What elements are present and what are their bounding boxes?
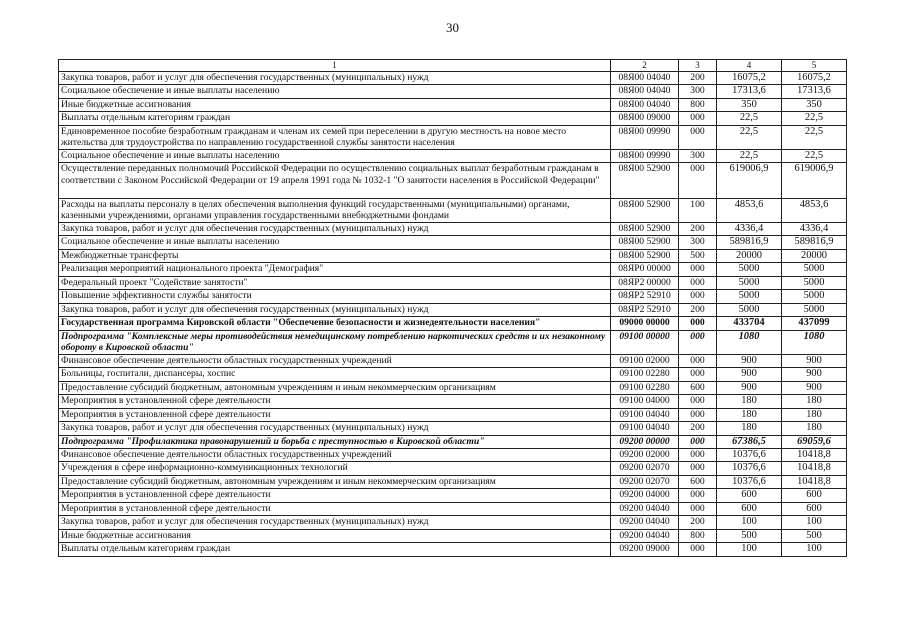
table-row [59, 249, 847, 262]
table-row [59, 98, 847, 111]
table-row [59, 276, 847, 289]
table-row [59, 330, 847, 354]
row-target-code: 09200 09000 [611, 543, 679, 556]
row-name: Межбюджетные трансферты [59, 249, 611, 262]
row-name: Закупка товаров, работ и услуг для обеспечения государственных (муниципальных) нужд [59, 303, 611, 316]
row-value-year-1: 589816,9 [717, 236, 782, 249]
row-value-year-2: 180 [782, 422, 847, 435]
row-target-code: 08Я00 09000 [611, 112, 679, 125]
row-expense-type: 300 [679, 85, 717, 98]
row-name: Закупка товаров, работ и услуг для обеспечения государственных (муниципальных) нужд [59, 422, 611, 435]
header-cell-4: 4 [717, 60, 782, 72]
row-name: Больницы, госпитали, диспансеры, хоспис [59, 368, 611, 381]
row-value-year-2: 5000 [782, 290, 847, 303]
row-target-code: 08Я00 04040 [611, 71, 679, 84]
row-value-year-1: 100 [717, 543, 782, 556]
row-expense-type: 000 [679, 125, 717, 149]
table-row [59, 149, 847, 162]
row-value-year-1: 1080 [717, 330, 782, 354]
row-expense-type: 800 [679, 98, 717, 111]
table-row [59, 303, 847, 316]
row-expense-type: 000 [679, 502, 717, 515]
row-value-year-2: 900 [782, 354, 847, 367]
row-expense-type: 600 [679, 381, 717, 394]
row-value-year-1: 600 [717, 489, 782, 502]
row-name: Подпрограмма "Профилактика правонарушений и борьба с преступностью в Кировской области" [59, 435, 611, 448]
row-value-year-2: 22,5 [782, 149, 847, 162]
row-value-year-1: 67386,5 [717, 435, 782, 448]
row-value-year-2: 10418,8 [782, 448, 847, 461]
row-target-code: 09200 04040 [611, 516, 679, 529]
row-target-code: 08ЯР0 00000 [611, 263, 679, 276]
row-expense-type: 800 [679, 529, 717, 542]
row-value-year-1: 22,5 [717, 149, 782, 162]
table-row [59, 71, 847, 84]
table-row [59, 529, 847, 542]
row-expense-type: 200 [679, 516, 717, 529]
row-name: Закупка товаров, работ и услуг для обеспечения государственных (муниципальных) нужд [59, 516, 611, 529]
row-target-code: 08Я00 09990 [611, 149, 679, 162]
row-expense-type: 000 [679, 395, 717, 408]
row-value-year-2: 5000 [782, 276, 847, 289]
row-name: Предоставление субсидий бюджетным, автономным учреждениям и иным некоммерческим организациям [59, 381, 611, 394]
row-target-code: 08Я00 09990 [611, 125, 679, 149]
table-row [59, 112, 847, 125]
row-value-year-1: 100 [717, 516, 782, 529]
row-value-year-1: 22,5 [717, 125, 782, 149]
header-cell-5: 5 [782, 60, 847, 72]
row-value-year-2: 22,5 [782, 112, 847, 125]
row-name: Закупка товаров, работ и услуг для обеспечения государственных (муниципальных) нужд [59, 71, 611, 84]
row-expense-type: 500 [679, 249, 717, 262]
row-value-year-2: 16075,2 [782, 71, 847, 84]
row-expense-type: 000 [679, 448, 717, 461]
row-name: Расходы на выплаты персоналу в целях обеспечения выполнения функций государственными (муниципальными) органами, казенными учреждениями, органами управления государственными внебюджетными фондами [59, 198, 611, 222]
row-expense-type: 000 [679, 354, 717, 367]
row-target-code: 09200 04040 [611, 502, 679, 515]
row-target-code: 08Я00 52900 [611, 249, 679, 262]
row-value-year-2: 100 [782, 543, 847, 556]
table-row [59, 368, 847, 381]
table-body [59, 60, 847, 557]
row-name: Реализация мероприятий национального проекта "Демография" [59, 263, 611, 276]
row-target-code: 09100 00000 [611, 330, 679, 354]
row-expense-type: 200 [679, 303, 717, 316]
row-value-year-1: 17313,6 [717, 85, 782, 98]
row-name: Осуществление переданных полномочий Российской Федерации по осуществлению социальных выплат безработным гражданам в соответствии с Законом Российской Федерации от 19 апреля 1991 года № 1032-1 "О занятости населения в Российской Федерации" [59, 163, 611, 199]
row-value-year-1: 350 [717, 98, 782, 111]
row-value-year-1: 5000 [717, 290, 782, 303]
row-value-year-2: 600 [782, 502, 847, 515]
row-value-year-2: 900 [782, 368, 847, 381]
row-name: Мероприятия в установленной сфере деятельности [59, 489, 611, 502]
table-row [59, 198, 847, 222]
row-target-code: 08ЯР2 52910 [611, 303, 679, 316]
row-expense-type: 000 [679, 263, 717, 276]
row-value-year-1: 5000 [717, 263, 782, 276]
row-value-year-1: 900 [717, 368, 782, 381]
row-value-year-1: 5000 [717, 303, 782, 316]
row-expense-type: 300 [679, 236, 717, 249]
table-row [59, 543, 847, 556]
table-row [59, 435, 847, 448]
row-name: Подпрограмма "Комплексные меры противодействия немедицинскому потреблению наркотических средств и их незаконному обороту в Кировской области" [59, 330, 611, 354]
row-value-year-2: 619006,9 [782, 163, 847, 199]
row-target-code: 08Я00 52900 [611, 236, 679, 249]
row-value-year-1: 10376,6 [717, 475, 782, 488]
row-expense-type: 000 [679, 543, 717, 556]
header-row [59, 60, 847, 72]
row-expense-type: 300 [679, 149, 717, 162]
header-cell-1: 1 [59, 60, 611, 72]
row-target-code: 09100 02280 [611, 368, 679, 381]
table-row [59, 502, 847, 515]
row-value-year-2: 17313,6 [782, 85, 847, 98]
row-value-year-2: 4853,6 [782, 198, 847, 222]
row-value-year-2: 20000 [782, 249, 847, 262]
row-value-year-1: 180 [717, 422, 782, 435]
row-name: Финансовое обеспечение деятельности областных государственных учреждений [59, 354, 611, 367]
row-target-code: 09100 04040 [611, 422, 679, 435]
row-name: Учреждения в сфере информационно-коммуникационных технологий [59, 462, 611, 475]
row-target-code: 09100 02280 [611, 381, 679, 394]
budget-table [58, 59, 847, 557]
row-expense-type: 000 [679, 290, 717, 303]
row-expense-type: 000 [679, 489, 717, 502]
row-target-code: 08Я00 04040 [611, 85, 679, 98]
row-target-code: 09200 02070 [611, 475, 679, 488]
row-value-year-1: 5000 [717, 276, 782, 289]
row-name: Закупка товаров, работ и услуг для обеспечения государственных (муниципальных) нужд [59, 222, 611, 235]
row-value-year-2: 500 [782, 529, 847, 542]
row-value-year-1: 900 [717, 381, 782, 394]
row-target-code: 09100 04040 [611, 408, 679, 421]
row-name: Иные бюджетные ассигнования [59, 529, 611, 542]
row-value-year-1: 4853,6 [717, 198, 782, 222]
row-expense-type: 200 [679, 422, 717, 435]
row-name: Финансовое обеспечение деятельности областных государственных учреждений [59, 448, 611, 461]
row-value-year-2: 69059,6 [782, 435, 847, 448]
table-row [59, 317, 847, 330]
row-name: Социальное обеспечение и иные выплаты населению [59, 85, 611, 98]
row-value-year-2: 5000 [782, 263, 847, 276]
row-value-year-1: 22,5 [717, 112, 782, 125]
row-target-code: 08Я00 52900 [611, 222, 679, 235]
table-row [59, 354, 847, 367]
row-expense-type: 000 [679, 317, 717, 330]
row-value-year-2: 10418,8 [782, 462, 847, 475]
row-value-year-1: 600 [717, 502, 782, 515]
row-name: Иные бюджетные ассигнования [59, 98, 611, 111]
row-value-year-1: 10376,6 [717, 462, 782, 475]
table-row [59, 85, 847, 98]
row-value-year-2: 900 [782, 381, 847, 394]
row-expense-type: 000 [679, 368, 717, 381]
row-target-code: 09200 04040 [611, 529, 679, 542]
row-target-code: 09200 04000 [611, 489, 679, 502]
row-name: Выплаты отдельным категориям граждан [59, 543, 611, 556]
row-value-year-2: 4336,4 [782, 222, 847, 235]
table-row [59, 381, 847, 394]
table-row [59, 222, 847, 235]
row-value-year-2: 600 [782, 489, 847, 502]
row-name: Мероприятия в установленной сфере деятельности [59, 395, 611, 408]
row-expense-type: 000 [679, 330, 717, 354]
row-expense-type: 200 [679, 71, 717, 84]
row-name: Повышение эффективности службы занятости [59, 290, 611, 303]
row-value-year-1: 900 [717, 354, 782, 367]
row-name: Социальное обеспечение и иные выплаты населению [59, 236, 611, 249]
row-target-code: 09200 02070 [611, 462, 679, 475]
row-value-year-1: 433704 [717, 317, 782, 330]
row-expense-type: 000 [679, 112, 717, 125]
row-value-year-2: 437099 [782, 317, 847, 330]
row-value-year-1: 10376,6 [717, 448, 782, 461]
page-number: 30 [446, 20, 459, 35]
table-row [59, 489, 847, 502]
row-value-year-1: 180 [717, 408, 782, 421]
row-value-year-2: 22,5 [782, 125, 847, 149]
row-expense-type: 200 [679, 222, 717, 235]
row-name: Федеральный проект "Содействие занятости" [59, 276, 611, 289]
row-value-year-2: 589816,9 [782, 236, 847, 249]
row-target-code: 09200 02000 [611, 448, 679, 461]
table-row [59, 408, 847, 421]
row-value-year-2: 1080 [782, 330, 847, 354]
row-target-code: 09100 02000 [611, 354, 679, 367]
row-value-year-2: 180 [782, 408, 847, 421]
row-target-code: 08ЯР2 00000 [611, 276, 679, 289]
row-value-year-2: 100 [782, 516, 847, 529]
row-target-code: 08Я00 52900 [611, 198, 679, 222]
row-expense-type: 000 [679, 408, 717, 421]
row-name: Социальное обеспечение и иные выплаты населению [59, 149, 611, 162]
table-row [59, 125, 847, 149]
row-name: Мероприятия в установленной сфере деятельности [59, 408, 611, 421]
row-value-year-1: 4336,4 [717, 222, 782, 235]
row-value-year-1: 20000 [717, 249, 782, 262]
row-expense-type: 000 [679, 276, 717, 289]
row-expense-type: 000 [679, 435, 717, 448]
row-value-year-1: 500 [717, 529, 782, 542]
table-row [59, 163, 847, 199]
table-row [59, 475, 847, 488]
row-value-year-2: 180 [782, 395, 847, 408]
header-cell-2: 2 [611, 60, 679, 72]
table-row [59, 395, 847, 408]
row-value-year-2: 5000 [782, 303, 847, 316]
row-target-code: 09100 04000 [611, 395, 679, 408]
header-cell-3: 3 [679, 60, 717, 72]
row-expense-type: 000 [679, 163, 717, 199]
table-row [59, 448, 847, 461]
row-name: Единовременное пособие безработным гражданам и членам их семей при переселении в другую местность на новое место жительства для трудоустройства по направлению государственной службы занятости населения [59, 125, 611, 149]
row-target-code: 08Я00 52900 [611, 163, 679, 199]
table-row [59, 462, 847, 475]
row-target-code: 08Я00 04040 [611, 98, 679, 111]
row-name: Государственная программа Кировской области "Обеспечение безопасности и жизнедеятельности населения" [59, 317, 611, 330]
row-value-year-2: 10418,8 [782, 475, 847, 488]
table-row [59, 263, 847, 276]
row-value-year-1: 180 [717, 395, 782, 408]
table-row [59, 422, 847, 435]
row-target-code: 09000 00000 [611, 317, 679, 330]
table-row [59, 236, 847, 249]
row-expense-type: 100 [679, 198, 717, 222]
table-row [59, 290, 847, 303]
row-value-year-2: 350 [782, 98, 847, 111]
row-name: Мероприятия в установленной сфере деятельности [59, 502, 611, 515]
row-expense-type: 600 [679, 475, 717, 488]
row-value-year-1: 619006,9 [717, 163, 782, 199]
row-target-code: 09200 00000 [611, 435, 679, 448]
row-name: Предоставление субсидий бюджетным, автономным учреждениям и иным некоммерческим организациям [59, 475, 611, 488]
row-target-code: 08ЯР2 52910 [611, 290, 679, 303]
table-row [59, 516, 847, 529]
row-name: Выплаты отдельным категориям граждан [59, 112, 611, 125]
row-value-year-1: 16075,2 [717, 71, 782, 84]
row-expense-type: 000 [679, 462, 717, 475]
